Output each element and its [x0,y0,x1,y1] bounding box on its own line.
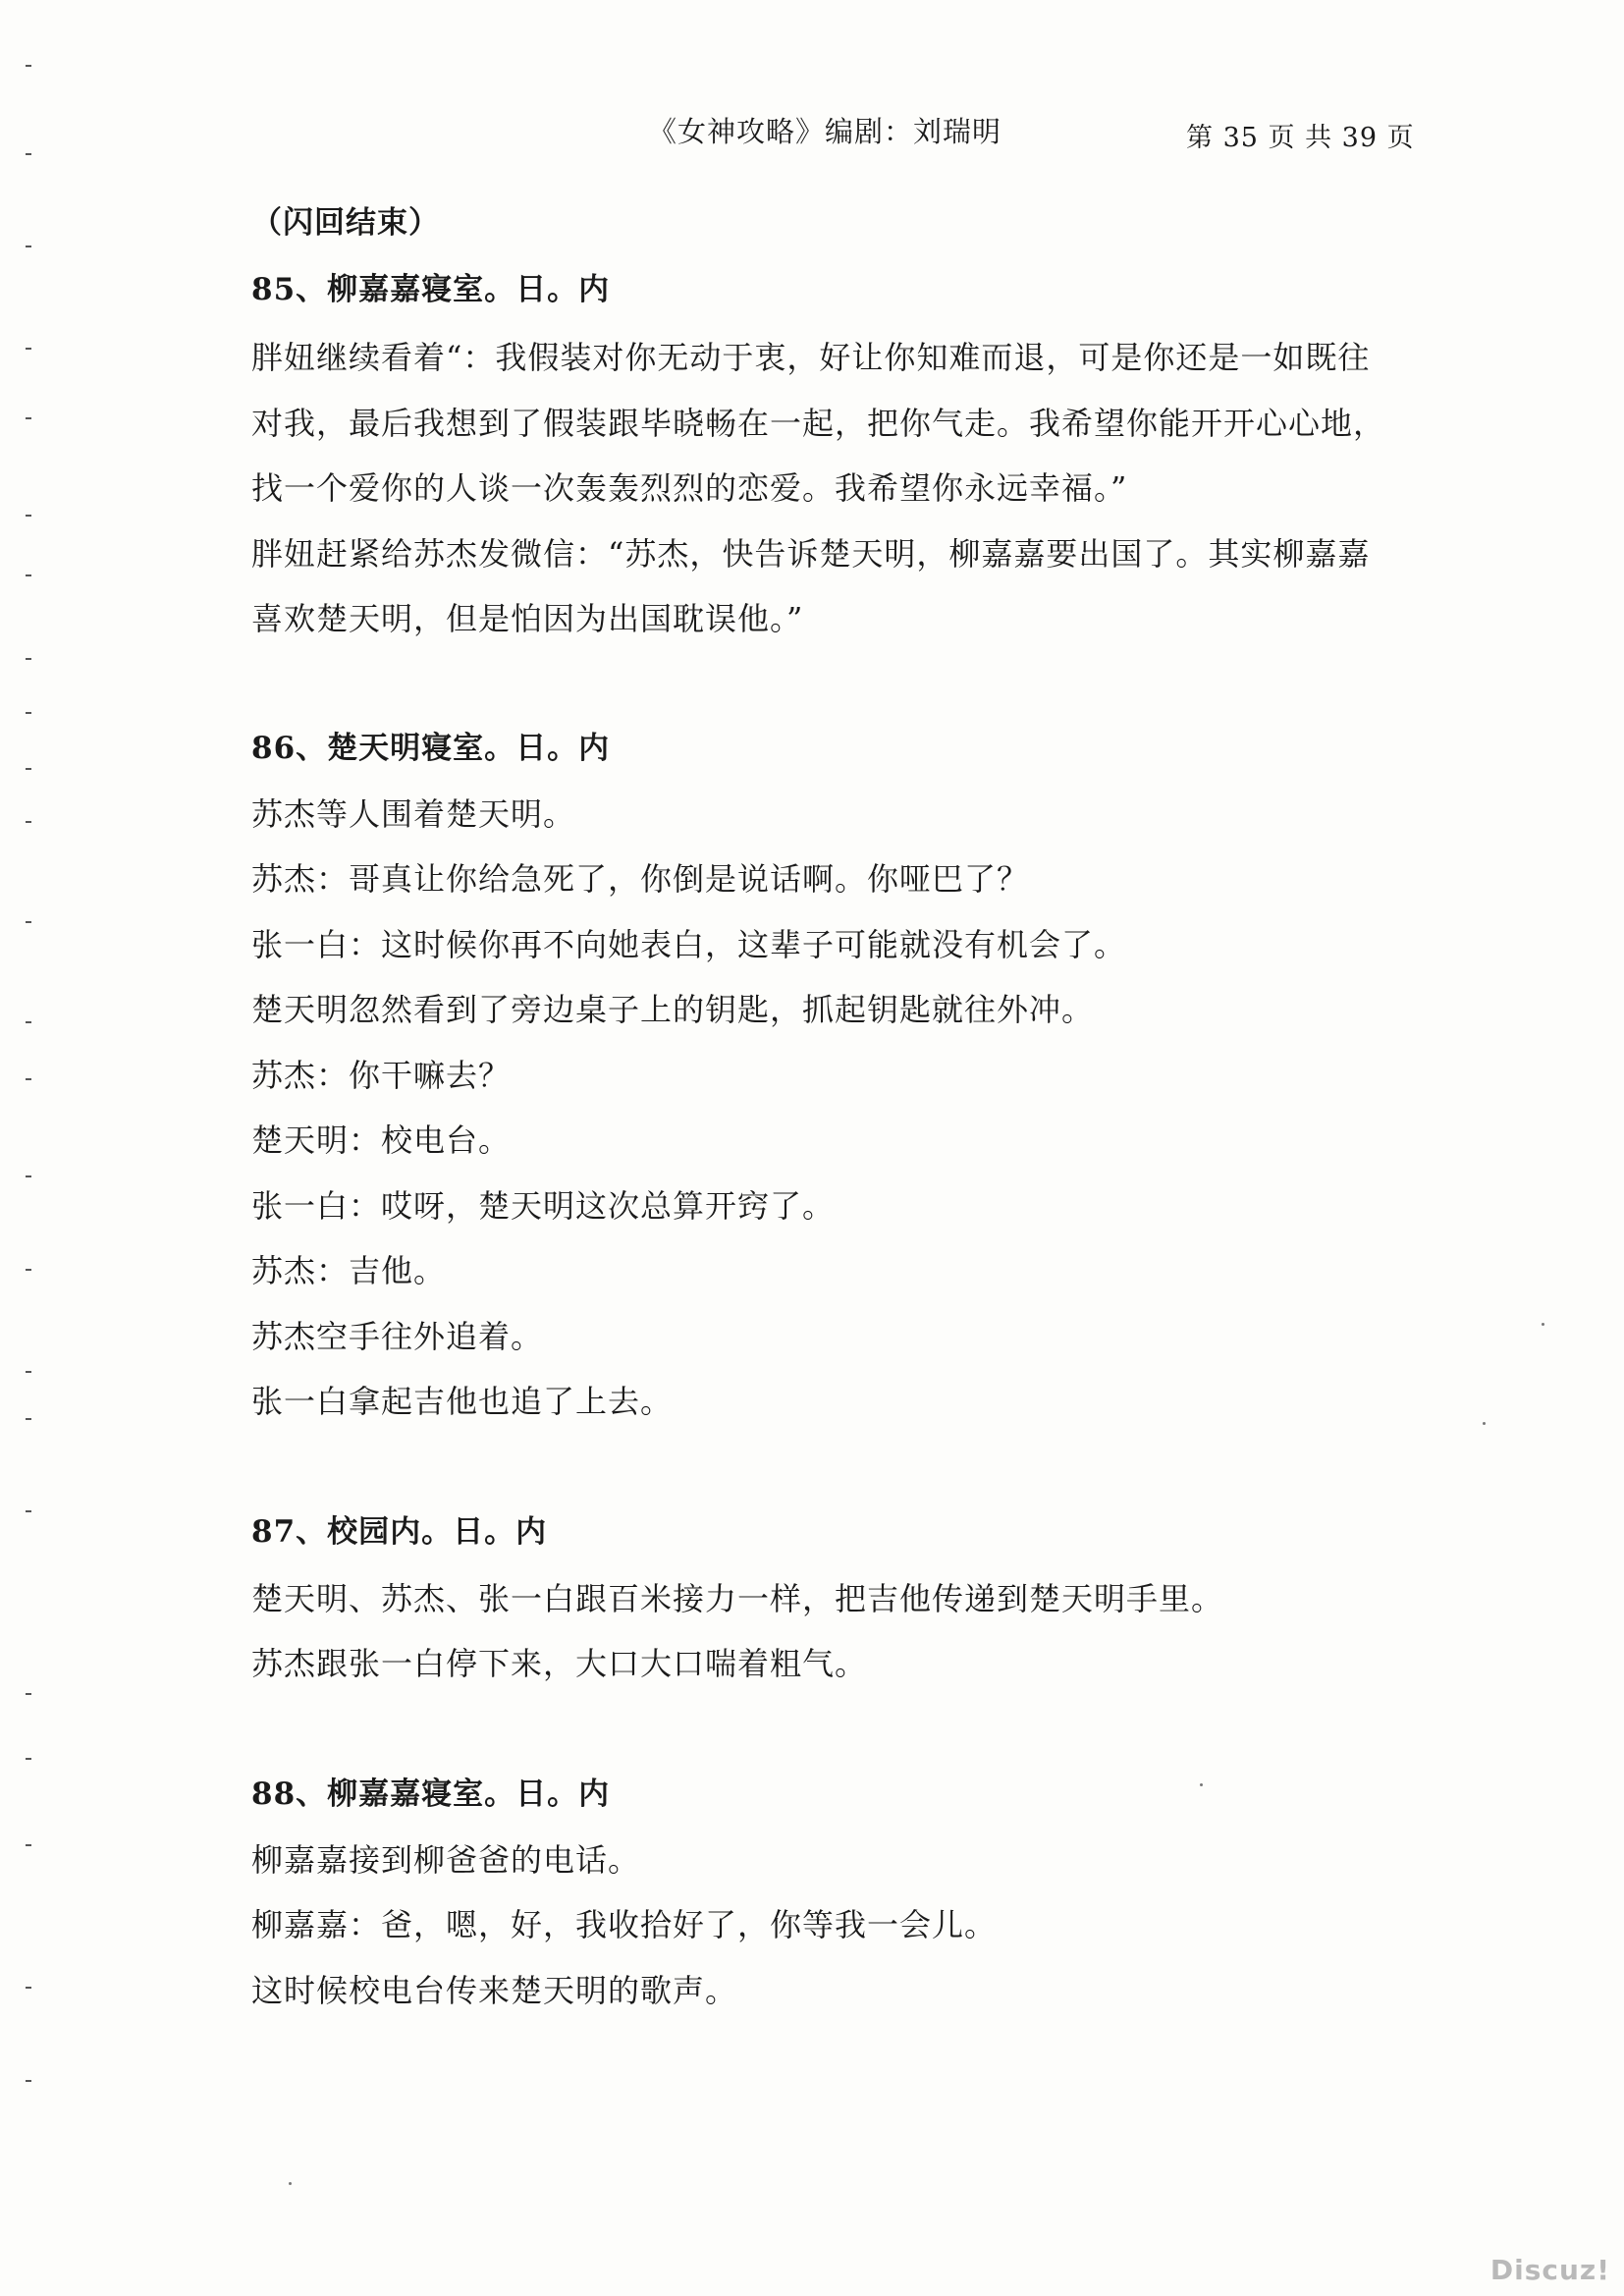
scan-dot [289,2182,292,2185]
paragraph-line: 喜欢楚天明，但是怕因为出国耽误他。” [251,600,804,637]
scene-heading-85: 85、柳嘉嘉寝室。日。内 [251,272,611,307]
scene-heading-87: 87、校园内。日。内 [251,1514,548,1550]
paragraph-line: 楚天明、苏杰、张一白跟百米接力一样，把吉他传递到楚天明手里。 [251,1580,1224,1617]
dialogue-line: 张一白：哎呀，楚天明这次总算开窍了。 [251,1187,836,1225]
scan-mark [26,1078,31,1080]
scan-mark [26,246,31,247]
scan-mark [26,417,31,419]
scan-mark [26,65,31,67]
scan-mark [26,1987,31,1989]
scan-mark [26,658,31,660]
scan-mark [26,1269,31,1271]
scan-mark [26,1371,31,1373]
dialogue-line: 苏杰：吉他。 [251,1252,447,1289]
scan-mark [26,1021,31,1023]
scene-heading-88: 88、柳嘉嘉寝室。日。内 [251,1777,611,1812]
paragraph-line: 这时候校电台传来楚天明的歌声。 [251,1972,738,2009]
dialogue-line: 张一白：这时候你再不向她表白，这辈子可能就没有机会了。 [251,926,1127,963]
scan-mark [26,768,31,770]
paragraph-line: 找一个爱你的人谈一次轰轰烈烈的恋爱。我希望你永远幸福。” [251,469,1128,507]
header-title: 《女神攻略》编剧：刘瑞明 [648,115,1002,148]
dialogue-line: 柳嘉嘉：爸，嗯，好，我收拾好了，你等我一会儿。 [251,1906,998,1943]
scan-mark [26,821,31,823]
paragraph-line: 苏杰空手往外追着。 [251,1318,544,1355]
scan-mark [26,1175,31,1177]
scan-dot [1483,1422,1486,1425]
dialogue-line: 苏杰：哥真让你给急死了，你倒是说话啊。你哑巴了？ [251,860,1030,898]
paragraph-line: 楚天明忽然看到了旁边桌子上的钥匙，抓起钥匙就往外冲。 [251,991,1095,1028]
flashback-end-label: （闪回结束） [251,205,440,241]
scan-mark [26,1693,31,1695]
dialogue-line: 苏杰：你干嘛去？ [251,1057,512,1094]
scan-mark [26,2080,31,2082]
paragraph-line: 张一白拿起吉他也追了上去。 [251,1383,674,1420]
scan-mark [26,921,31,923]
scan-dot [1200,1783,1203,1786]
header-page-info: 第 35 页 共 39 页 [1186,123,1415,153]
paragraph-line: 胖妞赶紧给苏杰发微信：“苏杰，快告诉楚天明，柳嘉嘉要出国了。其实柳嘉嘉 [251,535,1371,573]
paragraph-line: 苏杰跟张一白停下来，大口大口喘着粗气。 [251,1645,868,1682]
scan-dot [1542,1323,1544,1326]
scan-mark [26,348,31,350]
scan-mark [26,1844,31,1846]
scene-heading-86: 86、楚天明寝室。日。内 [251,731,611,766]
paragraph-line: 胖妞继续看着“：我假装对你无动于衷，好让你知难而退，可是你还是一如既往 [251,339,1371,376]
scan-mark [26,515,31,517]
scan-mark [26,1510,31,1512]
scan-mark [26,153,31,155]
scan-mark [26,1418,31,1420]
paragraph-line: 柳嘉嘉接到柳爸爸的电话。 [251,1841,641,1879]
scan-mark [26,712,31,714]
paragraph-line: 对我，最后我想到了假装跟毕晓畅在一起，把你气走。我希望你能开开心心地， [251,405,1386,442]
discuz-watermark: Discuz! [1489,2254,1610,2286]
scan-mark [26,1758,31,1760]
scan-mark [26,574,31,576]
dialogue-line: 楚天明：校电台。 [251,1121,512,1159]
paragraph-line: 苏杰等人围着楚天明。 [251,795,576,833]
